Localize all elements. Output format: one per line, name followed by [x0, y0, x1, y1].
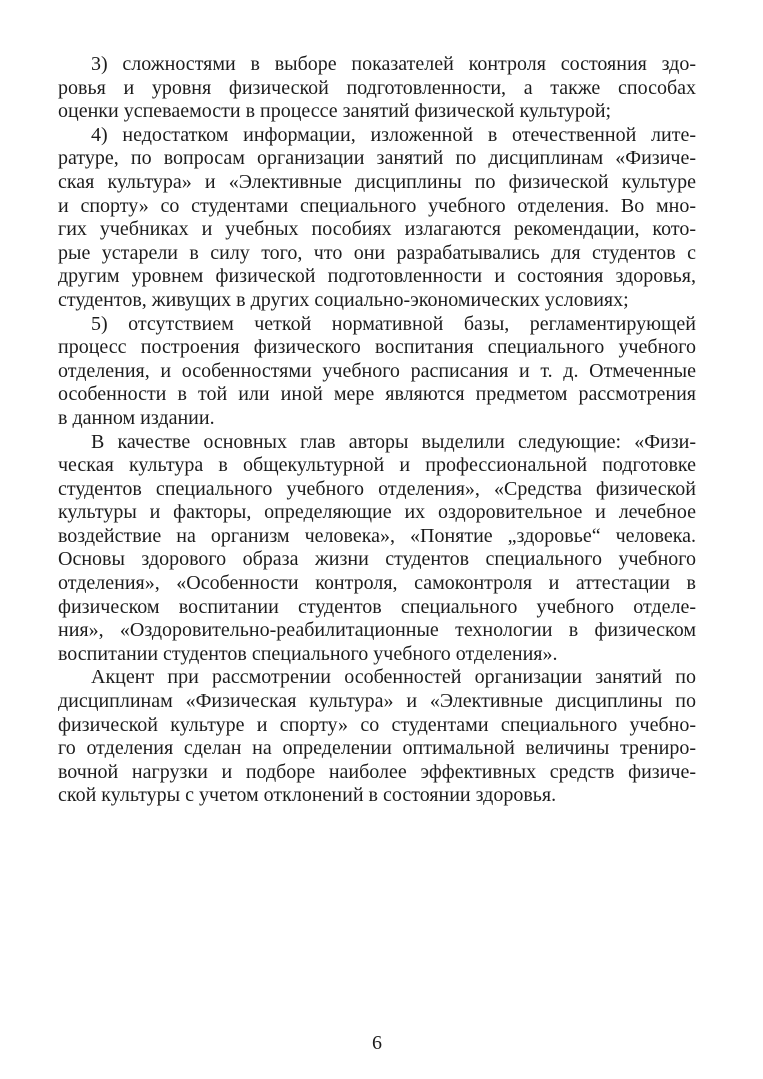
text-line: студентов специального учебного отделения», «Средства физической	[58, 477, 696, 500]
text-line: 3) сложностями в выборе показателей контроля состояния здо-	[91, 53, 696, 75]
text-line: ской культуры с учетом отклонений в состоянии здоровья.	[58, 784, 557, 807]
text-line: ровья и уровня физической подготовленности, а также способах	[58, 76, 696, 99]
text-line: ратуре, по вопросам организации занятий по дисциплинам «Физиче-	[58, 147, 696, 170]
paragraph	[58, 431, 696, 667]
text-line: го отделения сделан на определении оптимальной величины трениро-	[58, 737, 696, 760]
text-line: отделения», «Особенности контроля, самоконтроля и аттестации в	[58, 572, 696, 595]
text-line: оценки успеваемости в процессе занятий физической культурой;	[58, 100, 612, 123]
page-number: 6	[372, 1032, 382, 1054]
body-text	[58, 53, 696, 808]
text-line: в данном издании.	[58, 406, 215, 429]
text-line: гих учебниках и учебных пособиях излагаются рекомендации, кото-	[58, 218, 696, 241]
text-line: 4) недостатком информации, изложенной в отечественной лите-	[91, 123, 696, 146]
text-line: 5) отсутствием четкой нормативной базы, регламентирующей	[91, 312, 696, 335]
text-line: особенности в той или иной мере являются предметом рассмотрения	[58, 383, 696, 406]
text-line: воздействие на организм человека», «Понятие „здоровье“ человека.	[58, 524, 696, 547]
paragraph	[58, 313, 696, 431]
text-line: дисциплинам «Физическая культура» и «Элективные дисциплины по	[58, 690, 696, 713]
text-line: ния», «Оздоровительно-реабилитационные технологии в физическом	[58, 619, 696, 642]
text-line: воспитании студентов специального учебного отделения».	[58, 642, 558, 665]
text-line: процесс построения физического воспитания специального учебного	[58, 336, 696, 359]
text-line: Акцент при рассмотрении особенностей организации занятий по	[91, 666, 696, 689]
text-line: культуры и факторы, определяющие их оздоровительное и лечебное	[58, 501, 696, 524]
text-line: рые устарели в силу того, что они разрабатывались для студентов с	[58, 241, 696, 264]
paragraph	[58, 53, 696, 124]
text-line: Основы здорового образа жизни студентов специального учебного	[58, 548, 696, 571]
paragraph	[58, 666, 696, 808]
text-line: вочной нагрузки и подборе наиболее эффективных средств физиче-	[58, 760, 696, 783]
text-line: ская культура» и «Элективные дисциплины по физической культуре	[58, 170, 696, 193]
text-line: ческая культура в общекультурной и профессиональной подготовке	[58, 454, 696, 477]
text-line: и спорту» со студентами специального учебного отделения. Во мно-	[58, 194, 696, 217]
text-line: студентов, живущих в других социально-экономических условиях;	[58, 288, 629, 311]
paragraph	[58, 124, 696, 313]
text-line: В качестве основных глав авторы выделили следующие: «Физи-	[91, 430, 696, 453]
text-line: отделения, и особенностями учебного расписания и т. д. Отмеченные	[58, 359, 696, 382]
text-line: физической культуре и спорту» со студентами специального учебно-	[58, 713, 696, 736]
text-line: другим уровнем физической подготовленности и состояния здоровья,	[58, 265, 696, 288]
text-line: физическом воспитании студентов специального учебного отделе-	[58, 595, 696, 618]
